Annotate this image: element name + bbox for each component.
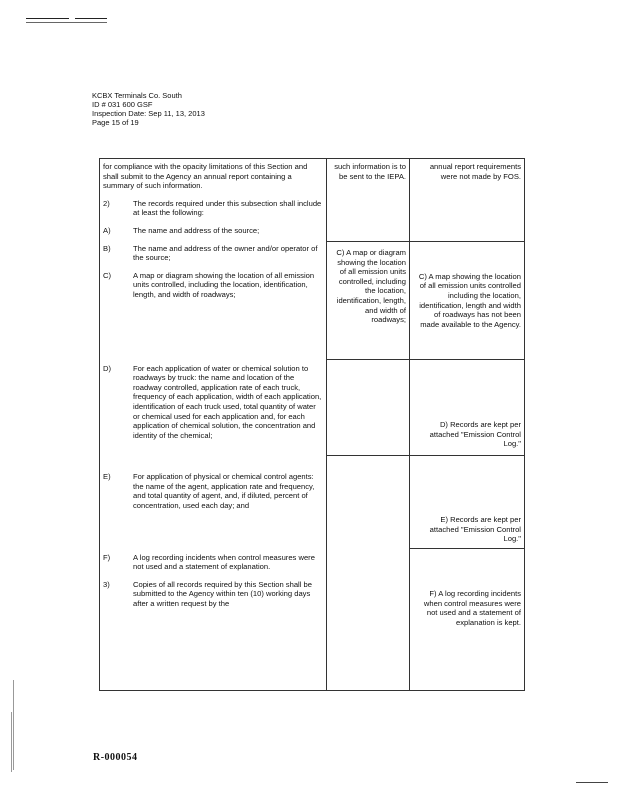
requirement-intro: for compliance with the opacity limitations of this Section and shall submit to the Agency an annual report containing a summary of such information.: [103, 162, 308, 191]
document-header: [92, 91, 205, 127]
finding-f: F) A log recording incidents when control measures were not used and a statement of explanation is kept.: [423, 589, 521, 627]
finding-e: E) Records are kept per attached "Emission Control Log.": [410, 456, 524, 549]
response-cell-2: C) A map or diagram showing the location of all emission units controlled, including the location, identification, length, and width of roadways;: [327, 242, 410, 360]
header-inspection-date: Inspection Date: Sep 11, 13, 2013: [92, 109, 205, 118]
finding-cell-3: D) Records are kept per attached "Emission Control Log.": [410, 360, 525, 456]
response-cell-4: [327, 456, 410, 691]
margin-mark-2: [11, 712, 12, 772]
inspection-table: [99, 158, 525, 691]
bottom-rule: [576, 782, 608, 783]
finding-cell-1: annual report requirements were not made by FOS.: [410, 159, 525, 242]
requirement-item-c: C) A map or diagram showing the location of all emission units controlled, including the location, identification, length, and width of roadways;: [103, 270, 315, 299]
header-page-number: Page 15 of 19: [92, 118, 139, 127]
requirement-item-3: 3) Copies of all records required by this Section shall be submitted to the Agency within ten (10) working days after a written request by the: [103, 579, 312, 609]
header-company: KCBX Terminals Co. South: [92, 91, 182, 100]
finding-cell-4-5: [410, 456, 525, 691]
requirement-item-b: B) The name and address of the owner and/or operator of the source;: [103, 243, 318, 263]
requirement-item-a: A) The name and address of the source;: [103, 225, 260, 235]
requirement-item-e: E) For application of physical or chemical control agents: the name of the agent, application rate and frequency, and total quantity of agent, and, if diluted, percent of concentration, used each day; and: [103, 472, 315, 511]
top-rule-right: [75, 18, 107, 19]
response-cell-1: such information is to be sent to the IEPA.: [327, 159, 410, 242]
finding-cell-2: C) A map showing the location of all emission units controlled including the location, identification, length and width of roadways has not been made available to the Agency.: [410, 242, 525, 360]
top-rule-left: [26, 18, 69, 19]
requirement-item-d: D) For each application of water or chemical solution to roadways by truck: the name and location of the roadway controlled, application rate of each truck, frequency of each application, width of each application, identification of each truck used, total quantity of water or chemical used for each application and, for each application of chemical solution, the concentration and identity of the chemical;: [103, 363, 322, 440]
response-cell-3: [327, 360, 410, 456]
margin-mark-1: [13, 680, 14, 770]
bates-number: R-000054: [93, 752, 138, 763]
header-id: ID # 031 600 GSF: [92, 100, 153, 109]
requirement-item-2: 2) The records required under this subsection shall include at least the following:: [103, 198, 322, 218]
requirement-item-f: F) A log recording incidents when control measures were not used and a statement of explanation.: [103, 552, 315, 572]
top-rule-underline: [26, 22, 107, 23]
requirements-column: [100, 159, 327, 691]
